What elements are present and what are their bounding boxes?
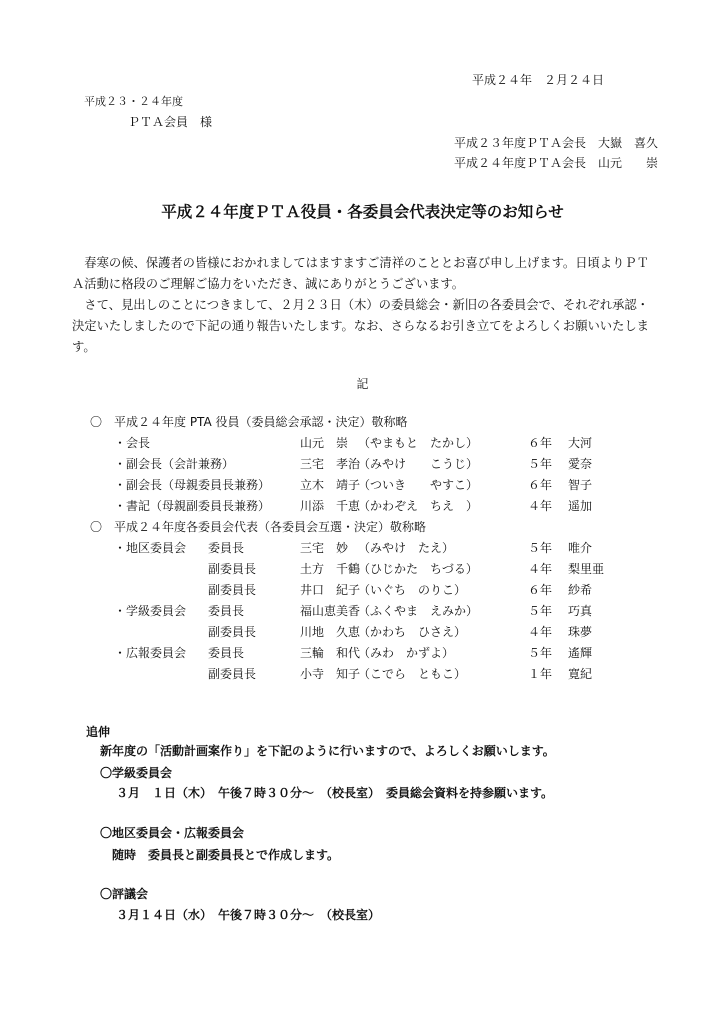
body-text xyxy=(72,253,657,358)
committee-member-kana: （みやけ たえ） xyxy=(358,541,455,555)
officer-role: ・会長 xyxy=(114,436,151,450)
officer-kana: （やまもと たかし） xyxy=(358,436,479,450)
committee-member-kana: （かわち ひさえ） xyxy=(358,625,467,639)
committee-member-name: 井口 紀子 xyxy=(300,583,361,597)
committee-member-child: 珠夢 xyxy=(568,625,593,639)
officer-kana: （かわぞえ ちえ ） xyxy=(358,499,479,513)
committee-position: 副委員長 xyxy=(208,625,257,639)
officer-kana: （ついき やすこ） xyxy=(358,478,479,492)
committee-member-kana: （ふくやま えみか） xyxy=(358,604,479,618)
officer-role: ・副会長（会計兼務） xyxy=(114,457,235,471)
committee-member-grade: １年 xyxy=(528,667,553,681)
circle-mark-icon: 〇 xyxy=(90,520,103,534)
committee-group: ・地区委員会 xyxy=(114,541,187,555)
event-title: 〇地区委員会・広報委員会 xyxy=(100,826,245,840)
officer-child: 大河 xyxy=(568,436,593,450)
event-detail: ３月 １日（木） 午後７時３０分～ （校長室） 委員総会資料を持参願います。 xyxy=(116,786,554,800)
committee-group: ・学級委員会 xyxy=(114,604,187,618)
committee-position: 委員長 xyxy=(208,646,245,660)
officer-name: 立木 靖子 xyxy=(300,478,361,492)
committee-member-grade: ４年 xyxy=(528,625,553,639)
officer-kana: （みやけ こうじ） xyxy=(358,457,479,471)
committee-member-grade: ５年 xyxy=(528,541,553,555)
postscript-heading: 追伸 xyxy=(86,725,111,739)
committee-position: 副委員長 xyxy=(208,667,257,681)
committee-member-name: 三輪 和代 xyxy=(300,646,361,660)
committee-member-child: 遙輝 xyxy=(568,646,593,660)
event-title: 〇学級委員会 xyxy=(100,766,173,780)
committee-position: 委員長 xyxy=(208,541,245,555)
body-paragraph-1: 春寒の候、保護者の皆様におかれましてはますますご清祥のこととお喜び申し上げます。日頃よりＰＴＡ活動に格段のご理解ご協力をいただき、誠にありがとうございます。 xyxy=(72,256,649,291)
officer-grade: ５年 xyxy=(528,457,553,471)
officer-grade: ６年 xyxy=(528,436,553,450)
body-paragraph-2: さて、見出しのことにつきまして、２月２３日（木）の委員総会・新旧の各委員会で、それぞれ承認・決定いたしましたので下記の通り報告いたします。なお、さらなるお引き立てをよろしくお願いいたします。 xyxy=(72,298,649,354)
committee-member-name: 土方 千鶴 xyxy=(300,562,361,576)
committee-member-child: 唯介 xyxy=(568,541,593,555)
officer-grade: ６年 xyxy=(528,478,553,492)
committee-member-grade: ４年 xyxy=(528,562,553,576)
officers-heading xyxy=(90,412,407,432)
officer-name: 山元 崇 xyxy=(300,436,349,450)
officer-name: 三宅 孝治 xyxy=(300,457,361,471)
officer-name: 川添 千恵 xyxy=(300,499,361,513)
recipient-name: ＰＴＡ会員 様 xyxy=(128,115,213,129)
officer-child: 愛奈 xyxy=(568,457,593,471)
officers-heading-text: 平成２４年度 PTA 役員（委員総会承認・決定）敬称略 xyxy=(114,415,408,429)
committee-position: 副委員長 xyxy=(208,583,257,597)
committee-member-grade: ５年 xyxy=(528,604,553,618)
committee-member-grade: ５年 xyxy=(528,646,553,660)
postscript-intro: 新年度の「活動計画案作り」を下記のように行いますので、よろしくお願いします。 xyxy=(100,744,555,758)
committee-member-name: 三宅 妙 xyxy=(300,541,349,555)
committee-member-name: 川地 久恵 xyxy=(300,625,361,639)
officer-grade: ４年 xyxy=(528,499,553,513)
committee-member-child: 紗希 xyxy=(568,583,593,597)
officer-role: ・書記（母親副委員長兼務） xyxy=(114,499,271,513)
event-title: 〇評議会 xyxy=(100,887,149,901)
committee-member-kana: （こでら ともこ） xyxy=(358,667,467,681)
committee-member-name: 福山恵美香 xyxy=(300,604,361,618)
committee-member-kana: （いぐち のりこ） xyxy=(358,583,467,597)
document-title: 平成２４年度ＰＴＡ役員・各委員会代表決定等のお知らせ xyxy=(161,203,564,221)
committees-heading-text: 平成２４年度各委員会代表（各委員会互選・決定）敬称略 xyxy=(114,520,427,534)
committee-member-child: 寛紀 xyxy=(568,667,593,681)
committee-member-kana: （ひじかた ちづる） xyxy=(358,562,478,576)
officer-role: ・副会長（母親委員長兼務） xyxy=(114,478,271,492)
event-detail: 随時 委員長と副委員長とで作成します。 xyxy=(112,848,340,862)
committee-position: 委員長 xyxy=(208,604,245,618)
sender-line-1: 平成２３年度ＰＴＡ会長 大嶽 喜久 xyxy=(454,136,659,150)
recipient-year: 平成２３・２４年度 xyxy=(84,95,183,108)
ki-heading: 記 xyxy=(356,377,369,391)
circle-mark-icon: 〇 xyxy=(90,415,103,429)
document-date: 平成２４年 ２月２４日 xyxy=(472,73,605,87)
officer-child: 智子 xyxy=(568,478,593,492)
committee-member-child: 梨里亜 xyxy=(568,562,605,576)
committee-member-kana: （みわ かずよ） xyxy=(358,646,455,660)
committee-position: 副委員長 xyxy=(208,562,257,576)
committee-member-grade: ６年 xyxy=(528,583,553,597)
sender-line-2: 平成２４年度ＰＴＡ会長 山元 崇 xyxy=(454,156,659,170)
committees-heading xyxy=(90,517,426,537)
committee-group: ・広報委員会 xyxy=(114,646,187,660)
committee-member-name: 小寺 知子 xyxy=(300,667,361,681)
officer-child: 遥加 xyxy=(568,499,593,513)
committee-member-child: 巧真 xyxy=(568,604,593,618)
event-detail: ３月１４日（水） 午後７時３０分～ （校長室） xyxy=(116,908,381,922)
